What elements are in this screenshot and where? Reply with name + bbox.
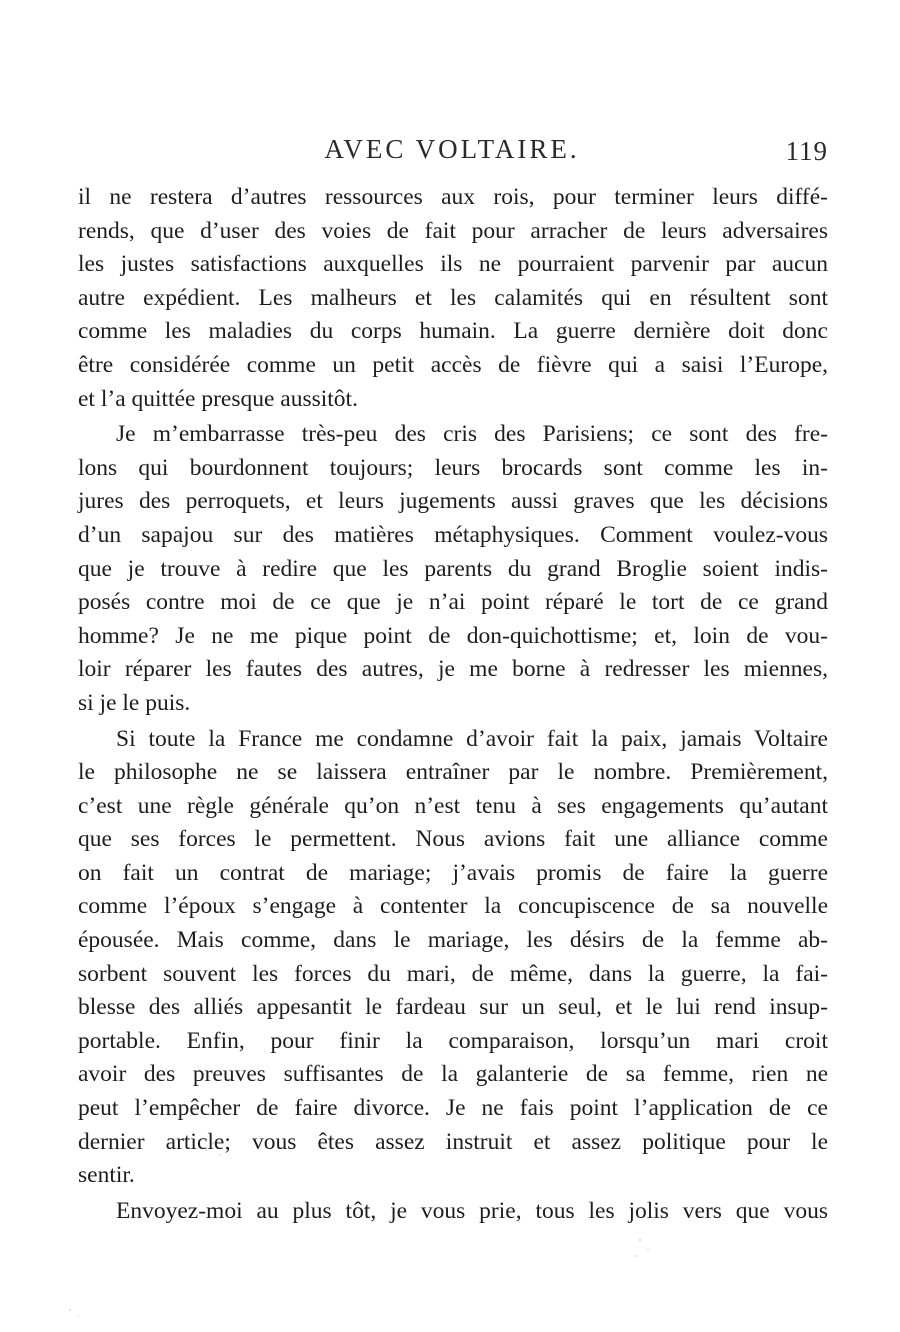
text-line: être considérée comme un petit accès de fièvre qui a saisi l’Europe, (78, 351, 828, 378)
text-line: peut l’empêcher de faire divorce. Je ne fais point l’application de ce (78, 1095, 828, 1122)
text-line: que ses forces le permettent. Nous avions fait une alliance comme (78, 826, 828, 853)
text-line: jures des perroquets, et leurs jugements aussi graves que les décisions (78, 488, 828, 515)
text-line: d’un sapajou sur des matières métaphysiques. Comment voulez-vous (78, 521, 828, 548)
text-line: comme l’époux s’engage à contenter la concupiscence de sa nouvelle (78, 893, 828, 920)
text-line: autre expédient. Les malheurs et les calamités qui en résultent sont (78, 284, 828, 311)
text-line: homme? Je ne me pique point de don-quichottisme; et, loin de vou- (78, 622, 828, 649)
page-header (76, 134, 828, 174)
text-line: blesse des alliés appesantit le fardeau sur un seul, et le lui rend insup- (78, 994, 828, 1021)
paragraph (78, 418, 828, 720)
text-line: épousée. Mais comme, dans le mariage, les désirs de la femme ab- (78, 927, 828, 954)
text-line: les justes satisfactions auxquelles ils ne pourraient parvenir par aucun (78, 251, 828, 278)
page-number: 119 (785, 136, 828, 166)
text-line: dernier article; vous êtes assez instruit et assez politique pour le (78, 1128, 828, 1155)
text-line: le philosophe ne se laissera entraîner par le nombre. Premièrement, (78, 759, 828, 786)
paragraph (78, 181, 828, 416)
text-line: Si toute la France me condamne d’avoir fait la paix, jamais Voltaire (116, 725, 828, 752)
text-line: c’est une règle générale qu’on n’est tenu à ses engagements qu’autant (78, 792, 828, 819)
text-line: loir réparer les fautes des autres, je me borne à redresser les miennes, (78, 656, 828, 683)
running-title: AVEC VOLTAIRE. (324, 134, 580, 164)
text-line: avoir des preuves suffisantes de la galanterie de sa femme, rien ne (78, 1061, 828, 1088)
text-line: que je trouve à redire que les parents du grand Broglie soient indis- (78, 555, 828, 582)
body-text (78, 181, 828, 1228)
text-line: posés contre moi de ce que je n’ai point réparé le tort de ce grand (78, 589, 828, 616)
text-line: sorbent souvent les forces du mari, de même, dans la guerre, la fai- (78, 960, 828, 987)
text-line: et l’a quittée presque aussitôt. (78, 385, 358, 412)
paragraph (78, 1195, 828, 1229)
text-line: rends, que d’user des voies de fait pour arracher de leurs adversaires (78, 217, 828, 244)
text-line: lons qui bourdonnent toujours; leurs brocards sont comme les in- (78, 454, 828, 481)
text-line: portable. Enfin, pour finir la comparaison, lorsqu’un mari croit (78, 1027, 828, 1054)
paragraph (78, 723, 828, 1193)
text-line: on fait un contrat de mariage; j’avais promis de faire la guerre (78, 859, 828, 886)
text-line: Envoyez-moi au plus tôt, je vous prie, tous les jolis vers que vous (116, 1197, 828, 1224)
text-line: il ne restera d’autres ressources aux rois, pour terminer leurs diffé- (78, 184, 828, 210)
text-line: si je le puis. (78, 689, 191, 716)
text-line: comme les maladies du corps humain. La guerre dernière doit donc (78, 318, 828, 345)
text-line: sentir. (78, 1162, 135, 1189)
text-line: Je m’embarrasse très-peu des cris des Parisiens; ce sont des fre- (116, 421, 828, 448)
